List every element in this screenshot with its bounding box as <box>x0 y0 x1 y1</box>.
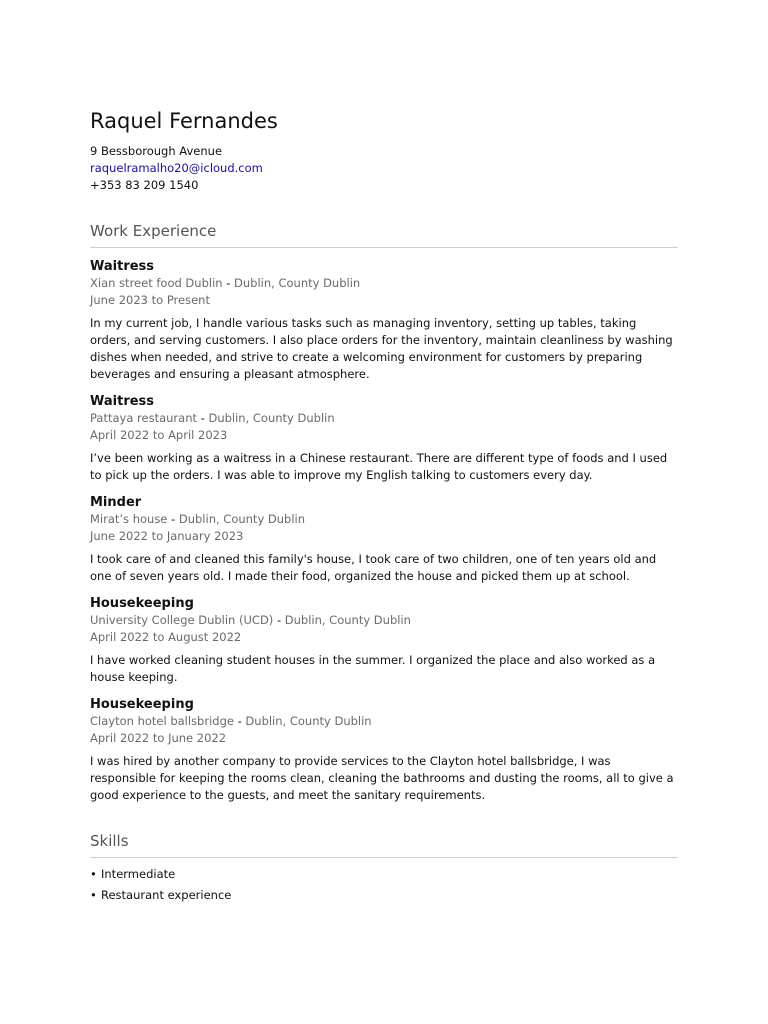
job-employer-location <box>90 612 678 629</box>
job-entry <box>90 696 678 804</box>
job-separator: - <box>171 512 176 526</box>
job-separator: - <box>276 613 282 627</box>
job-description: I took care of and cleaned this family's house, I took care of two children, one of ten years old and one of seven years old. I made their food, organized the house and picked them up at school. <box>90 552 657 583</box>
job-dates: April 2022 to June 2022 <box>90 731 227 745</box>
skills-list <box>90 866 678 904</box>
skills-section <box>90 831 678 904</box>
job-entry <box>90 494 678 585</box>
job-description: I was hired by another company to provide services to the Clayton hotel ballsbridge, I was responsible for keeping the rooms clean, cleaning the bathrooms and dusting the rooms, all to give a good experience to the guests, and meet the sanitary requirements. <box>90 754 674 802</box>
job-location: Dublin, County Dublin <box>178 512 306 526</box>
job-entry <box>90 595 678 686</box>
job-description: I’ve been working as a waitress in a Chinese restaurant. There are different type of foods and I used to pick up the orders. I was able to improve my English talking to customers every day. <box>90 451 668 482</box>
contact-phone: +353 83 209 1540 <box>90 178 199 192</box>
job-title: Waitress <box>90 394 155 409</box>
job-employer: University College Dublin (UCD) <box>90 613 274 627</box>
resume-header <box>90 107 678 194</box>
contact-address: 9 Bessborough Avenue <box>90 144 223 158</box>
job-location: Dublin, County Dublin <box>234 276 361 290</box>
job-entry <box>90 258 678 383</box>
job-separator: - <box>200 411 205 425</box>
job-title: Minder <box>90 495 142 510</box>
job-description: In my current job, I handle various tasks such as managing inventory, setting up tables, taking orders, and serving customers. I also place orders for the inventory, maintain cleanliness by washing dishes when needed, and strive to create a welcoming environment for customers by preparing beverages and ensuring a pleasant atmosphere. <box>90 316 673 381</box>
candidate-name: Raquel Fernandes <box>90 109 278 133</box>
section-title-work-experience: Work Experience <box>90 221 678 248</box>
job-dates: June 2023 to Present <box>90 293 210 307</box>
job-dates: April 2022 to April 2023 <box>90 428 228 442</box>
skill-label: Restaurant experience <box>101 888 232 902</box>
job-employer: Clayton hotel ballsbridge <box>90 714 234 728</box>
job-employer-location <box>90 275 678 292</box>
job-separator: - <box>237 714 242 728</box>
job-employer: Pattaya restaurant <box>90 411 197 425</box>
bullet-icon: • <box>90 888 97 902</box>
skill-item <box>90 866 678 883</box>
job-employer-location <box>90 410 678 427</box>
job-title: Waitress <box>90 259 155 274</box>
job-employer: Xian street food Dublin <box>90 276 223 290</box>
skill-label: Intermediate <box>101 867 176 881</box>
job-location: Dublin, County Dublin <box>208 411 335 425</box>
job-dates: April 2022 to August 2022 <box>90 630 242 644</box>
section-title-skills: Skills <box>90 831 678 858</box>
skill-item <box>90 887 678 904</box>
job-description: I have worked cleaning student houses in the summer. I organized the place and also worked as a house keeping. <box>90 653 656 684</box>
job-dates: June 2022 to January 2023 <box>90 529 244 543</box>
contact-email[interactable]: raquelramalho20@icloud.com <box>90 161 263 175</box>
bullet-icon: • <box>90 867 97 881</box>
job-employer: Mirat’s house <box>90 512 168 526</box>
job-separator: - <box>226 276 231 290</box>
job-location: Dublin, County Dublin <box>284 613 411 627</box>
job-title: Housekeeping <box>90 596 194 611</box>
job-location: Dublin, County Dublin <box>245 714 372 728</box>
job-title: Housekeeping <box>90 697 194 712</box>
job-employer-location <box>90 511 678 528</box>
job-employer-location <box>90 713 678 730</box>
work-experience-section <box>90 221 678 804</box>
job-entry <box>90 393 678 484</box>
